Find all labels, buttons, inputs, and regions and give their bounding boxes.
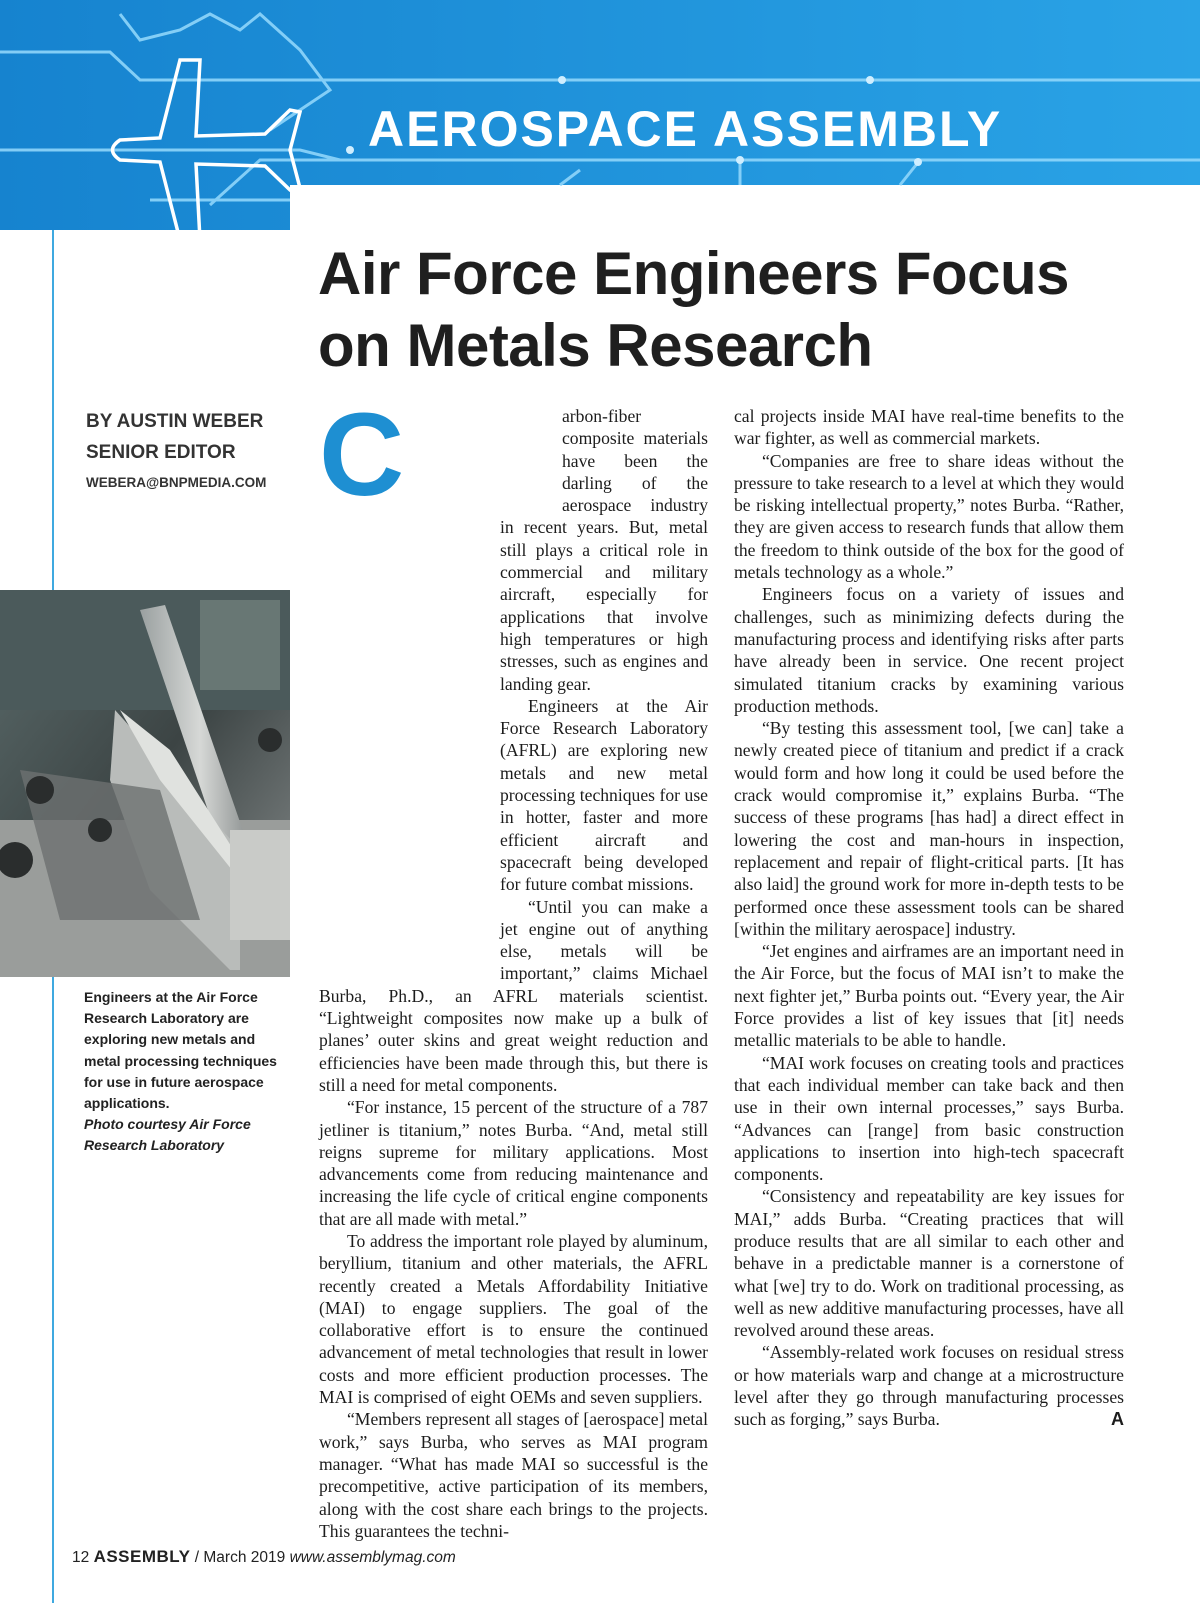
paragraph: “Members represent all stages of [aerospace] metal work,” says Burba, who serves as MAI program manager. “What has made MAI so successful is the precompetitive, active participation of its members, along with the cost share each brings to the projects. This guarantees the techni- — [319, 1409, 708, 1541]
headline-line-1: Air Force Engineers Focus — [318, 240, 1070, 307]
paragraph: Engineers at the Air Force Research Laboratory (AFRL) are exploring new metals and new metal processing techniques for use in hotter, faster and more efficient aircraft and spacecraft being developed for future combat missions. — [500, 695, 708, 895]
section-banner — [0, 0, 1200, 230]
paragraph: “MAI work focuses on creating tools and practices that each individual member can take back and then use in their own internal processes,” says Burba. “Advances can [range] from basic construction applications to insertion into high-tech spacecraft components. — [734, 1052, 1124, 1185]
paragraph: arbon-fiber composite materials have been the darling of the aerospace industry in recent years. But, metal still plays a critical role in commercial and military aircraft, especially for applications that involve high temperatures or high stresses, such as engines and landing gear. — [500, 406, 708, 694]
article-headline — [318, 238, 1178, 382]
article-photo — [0, 590, 290, 977]
byline-name: BY AUSTIN WEBER — [86, 411, 264, 432]
headline-line-2: on Metals Research — [318, 312, 873, 379]
byline — [86, 406, 266, 496]
paragraph: “Until you can make a jet engine out of anything else, metals will be important,” claims Michael Burba, Ph.D., an AFRL materials scientist. “Lightweight composites now make up a bulk of planes’ outer skins and great weight reduction and efficiencies have been made through this, but there is still a need for metal components. — [319, 896, 708, 1095]
dropcap-space — [500, 405, 562, 505]
byline-email[interactable]: WEBERA@BNPMEDIA.COM — [86, 475, 267, 490]
paragraph: Engineers focus on a variety of issues and challenges, such as minimizing defects during the manufacturing process and identifying risks after parts have already been in service. One recent project simulated titanium cracks by examining various production methods. — [734, 584, 1124, 716]
paragraph: cal projects inside MAI have real-time benefits to the war fighter, as well as commercial markets. — [734, 406, 1124, 449]
byline-role: SENIOR EDITOR — [86, 442, 236, 463]
paragraph: “Companies are free to share ideas without the pressure to take research to a level at which they would be risking intellectual property,” notes Burba. “Rather, they are given access to research funds that allow them the freedom to think outside of the box for the good of metals technology as a whole.” — [734, 450, 1124, 583]
article-column-2 — [734, 405, 1124, 1431]
paragraph: “Jet engines and airframes are an important need in the Air Force, but the focus of MAI isn’t to make the next fighter jet,” Burba points out. “Every year, the Air Force provides a list of key issues that [it] needs metallic materials to be able to handle. — [734, 941, 1124, 1051]
paragraph: To address the important role played by aluminum, beryllium, titanium and other materials, the AFRL recently created a Metals Affordability Initiative (MAI) to engage suppliers. The goal of the collaborative effort is to ensure the continued advancement of metal technologies that result in lower costs and more efficient production processes. The MAI is comprised of eight OEMs and seven suppliers. — [319, 1230, 708, 1408]
magazine-name: ASSEMBLY — [93, 1547, 191, 1566]
paragraph: “By testing this assessment tool, [we can] take a newly created piece of titanium and predict if a crack would form and how long it could be used before the crack would compromise it,” explains Burba. “The success of these programs [has had] a direct effect in lowering the cost and man-hours in inspection, replacement and repair of flight-critical parts. [It has also laid] the ground work for more in-depth tests to be performed once these assessment tools can be shared [within the military aerospace] industry. — [734, 718, 1124, 939]
page-footer — [72, 1547, 456, 1567]
photo-credit: Photo courtesy Air Force Research Laboratory — [84, 1116, 251, 1154]
section-title: AEROSPACE ASSEMBLY — [368, 101, 1003, 157]
paragraph: “Consistency and repeatability are key issues for MAI,” adds Burba. “Creating practices that will produce results that are all similar to each other and behave in a predictable manner is a cornerstone of what [we] try to do. Work on traditional processing, as well as new additive manufacturing processes, have all revolved around these areas. — [734, 1186, 1124, 1341]
article-column-1 — [319, 389, 708, 1542]
paragraph: “For instance, 15 percent of the structure of a 787 jetliner is titanium,” notes Burba. “And, metal still reigns supreme for military applications. Most advancements come from reducing maintenance and increasing the life cycle of critical engine components that are all made with metal.” — [319, 1097, 708, 1229]
issue-date: / March 2019 — [194, 1549, 286, 1566]
drop-cap: C — [319, 389, 405, 521]
page-number: 12 — [72, 1549, 90, 1566]
caption-text: Engineers at the Air Force Research Laboratory are exploring new metals and metal processing techniques for use in future aerospace applications. — [84, 989, 277, 1112]
end-mark: A — [1111, 1409, 1124, 1430]
photo-caption — [84, 987, 284, 1157]
magazine-url[interactable]: www.assemblymag.com — [289, 1549, 456, 1566]
paragraph: “Assembly-related work focuses on residual stress or how materials warp and change at a microstructure level after they go through manufacturing processes such as forging,” says Burba. A — [734, 1342, 1124, 1430]
